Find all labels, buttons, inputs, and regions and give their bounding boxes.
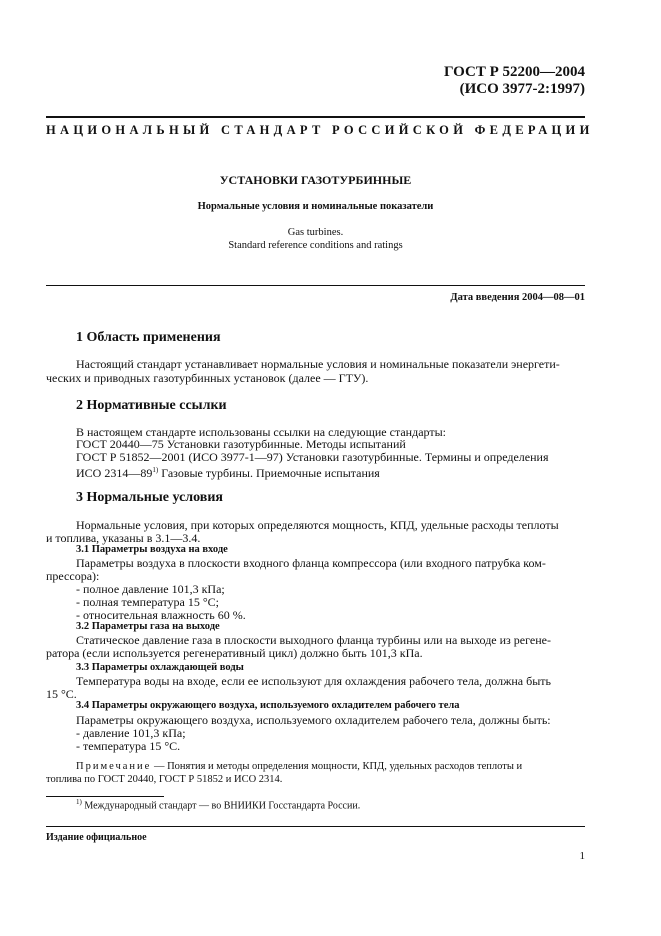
section-1-text-line-2: ческих и приводных газотурбинных установок (далее — ГТУ). <box>46 371 369 385</box>
subsection-3-3-line-1: Температура воды на входе, если ее используют для охлаждения рабочего тела, должна быть <box>76 674 552 688</box>
subsection-3-1-item-1: - полное давление 101,3 кПа; <box>76 582 225 596</box>
introduction-date: Дата введения 2004—08—01 <box>450 292 585 303</box>
subsection-3-4-heading: 3.4 Параметры окружающего воздуха, используемого охладителем рабочего тела <box>76 700 460 711</box>
iso-number: (ИСО 3977-2:1997) <box>459 81 585 97</box>
reference-1: ГОСТ 20440—75 Установки газотурбинные. Методы испытаний <box>76 437 406 451</box>
section-1-text-line-1: Настоящий стандарт устанавливает нормальные условия и номинальные показатели энергети- <box>76 357 560 371</box>
subsection-3-2-line-1: Статическое давление газа в плоскости выходного фланца турбины или на выходе из регене- <box>76 633 551 647</box>
note-line-1 <box>76 760 585 773</box>
subsection-3-3-line-2: 15 °С. <box>46 687 77 701</box>
section-3-heading: 3 Нормальные условия <box>76 490 223 505</box>
subsection-3-1-line-2: прессора): <box>46 569 100 583</box>
footnote-rule <box>46 796 164 797</box>
subsection-3-4-item-2: - температура 15 °С. <box>76 739 181 753</box>
subsection-3-1-heading: 3.1 Параметры воздуха на входе <box>76 544 228 555</box>
reference-3-title: Газовые турбины. Приемочные испытания <box>158 466 380 480</box>
middle-rule <box>46 285 585 286</box>
section-3-text-line-2: и топлива, указаны в 3.1—3.4. <box>46 531 201 545</box>
top-rule <box>46 116 585 118</box>
official-edition-label: Издание официальное <box>46 832 147 843</box>
section-1-heading: 1 Область применения <box>76 330 221 345</box>
standard-number: ГОСТ Р 52200—2004 <box>443 64 585 80</box>
subsection-3-3-heading: 3.3 Параметры охлаждающей воды <box>76 662 244 673</box>
page-number: 1 <box>579 850 585 862</box>
section-2-intro: В настоящем стандарте использованы ссылки на следующие стандарты: <box>76 425 447 439</box>
note-line-2: топлива по ГОСТ 20440, ГОСТ Р 51852 и ИСО 2314. <box>46 774 283 785</box>
bottom-rule <box>46 826 585 827</box>
footnote <box>76 798 360 811</box>
note-text-1: — Понятия и методы определения мощности, КПД, удельных расходов теплоты и <box>151 761 523 772</box>
section-3-text-line-1: Нормальные условия, при которых определяются мощность, КПД, удельные расходы теплоты <box>76 518 559 532</box>
reference-2: ГОСТ Р 51852—2001 (ИСО 3977-1—97) Установки газотурбинные. Термины и определения <box>76 450 549 464</box>
english-title <box>46 226 585 252</box>
subsection-3-1-line-1: Параметры воздуха в плоскости входного фланца компрессора (или входного патрубка ком- <box>76 556 546 570</box>
english-title-line-1: Gas turbines. <box>287 227 344 238</box>
footnote-text: Международный стандарт — во ВНИИКИ Госстандарта России. <box>81 800 361 812</box>
subsection-3-1-item-3: - относительная влажность 60 %. <box>76 608 246 622</box>
subsection-3-4-item-1: - давление 101,3 кПа; <box>76 726 186 740</box>
standard-number-block <box>444 64 585 98</box>
national-standard-banner: НАЦИОНАЛЬНЫЙ СТАНДАРТ РОССИЙСКОЙ ФЕДЕРАЦИИ <box>46 123 594 137</box>
reference-3-code: ИСО 2314—89 <box>76 466 153 480</box>
footnote-number: 1) <box>76 798 82 806</box>
footnote-marker: 1) <box>152 466 159 474</box>
subsection-3-4-line-1: Параметры окружающего воздуха, используемого охладителем рабочего тела, должны быть: <box>76 713 551 727</box>
subsection-3-2-line-2: ратора (если используется регенеративный цикл) должно быть 101,3 кПа. <box>46 646 423 660</box>
document-subtitle: Нормальные условия и номинальные показатели <box>197 201 434 212</box>
reference-3 <box>76 463 380 480</box>
subsection-3-2-heading: 3.2 Параметры газа на выходе <box>76 621 220 632</box>
note-label: Примечание <box>76 761 152 772</box>
section-2-heading: 2 Нормативные ссылки <box>76 398 227 413</box>
subsection-3-1-item-2: - полная температура 15 °С; <box>76 595 219 609</box>
english-title-line-2: Standard reference conditions and ratings <box>228 240 403 251</box>
document-title: УСТАНОВКИ ГАЗОТУРБИННЫЕ <box>219 173 412 187</box>
